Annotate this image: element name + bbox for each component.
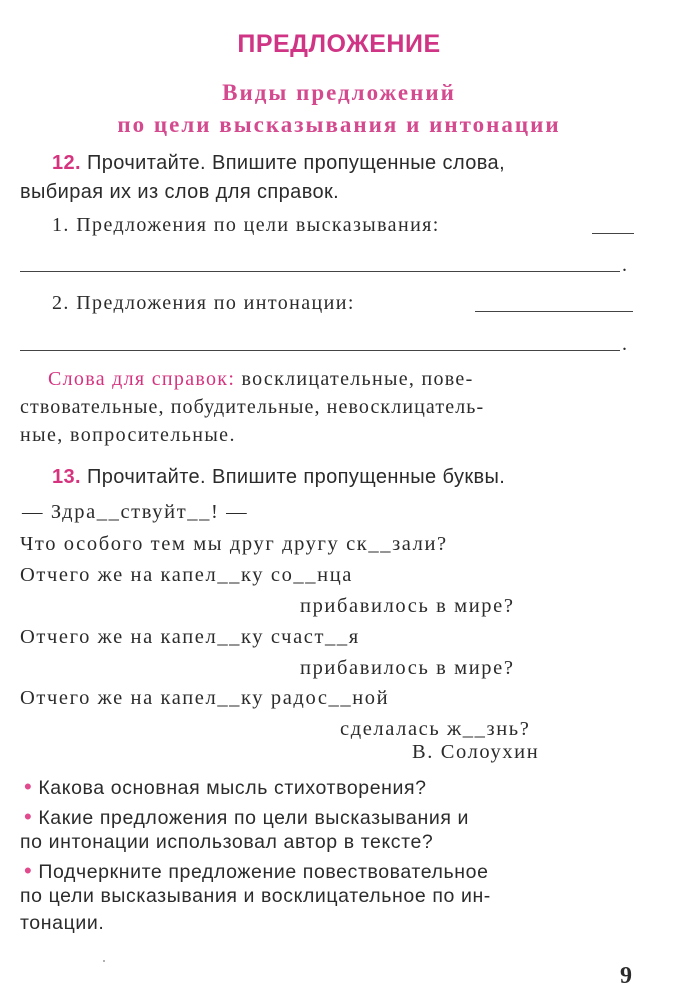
poem-line-3: Отчего же на капел__ку со__нца — [20, 564, 353, 586]
poem-line-6: прибавилось в мире? — [300, 657, 515, 679]
question-2-text-line1: Какие предложения по цели высказывания и — [38, 807, 470, 829]
task12-reference-line2: ствовательные, побудительные, невосклицатель- — [20, 396, 485, 418]
bullet-icon: • — [24, 774, 33, 799]
poem-author: В. Солоухин — [412, 741, 540, 763]
task13-instruction — [52, 466, 505, 489]
task13-number: 13. — [52, 466, 82, 488]
section-subtitle-line2: по цели высказывания и интонации — [117, 112, 561, 137]
page-title: ПРЕДЛОЖЕНИЕ — [237, 30, 441, 58]
poem-line-4: прибавилось в мире? — [300, 595, 515, 617]
task12-item1: 1. Предложения по цели высказывания: — [52, 214, 440, 236]
task12-item2-answer-line[interactable] — [20, 350, 620, 351]
task12-item2: 2. Предложения по интонации: — [52, 292, 355, 314]
task12-item1-answer-line[interactable] — [20, 271, 620, 272]
task12-reference-label: Слова для справок: — [48, 368, 236, 390]
question-3-line3: тонации. — [20, 912, 105, 934]
task12-reference-line3: ные, вопросительные. — [20, 424, 236, 446]
poem-line-5: Отчего же на капел__ку счаст__я — [20, 626, 360, 648]
question-2 — [24, 804, 469, 830]
question-3-text-line1: Подчеркните предложение повествовательное — [38, 861, 489, 883]
task13-instruction-text: Прочитайте. Впишите пропущенные буквы. — [86, 466, 506, 488]
poem-line-2: Что особого тем мы друг другу ск__зали? — [20, 533, 448, 555]
task12-item2-blank[interactable] — [475, 311, 633, 312]
question-1-text: Какова основная мысль стихотворения? — [38, 777, 427, 799]
section-subtitle-line1: Виды предложений — [222, 80, 456, 105]
task12-instruction-text: Прочитайте. Впишите пропущенные слова, — [86, 152, 506, 174]
task12-number: 12. — [52, 152, 82, 174]
poem-line-7: Отчего же на капел__ку радос__ной — [20, 687, 390, 709]
poem-line-1: — Здра__ствуйт__! — — [22, 501, 249, 523]
question-3-line2: по цели высказывания и восклицательное по ин- — [20, 885, 491, 907]
bullet-icon: • — [24, 858, 33, 883]
question-3 — [24, 858, 489, 884]
page-number: 9 — [620, 963, 632, 989]
print-speck — [103, 960, 105, 962]
poem-line-8: сделалась ж__знь? — [340, 718, 531, 740]
task12-item1-period: . — [622, 254, 629, 276]
task12-reference-line1 — [48, 368, 474, 391]
question-1 — [24, 774, 427, 800]
task12-instruction-line1 — [52, 152, 505, 175]
task12-item1-blank[interactable] — [592, 233, 634, 234]
task12-item2-period: . — [622, 333, 629, 355]
task12-instruction-line2: выбирая их из слов для справок. — [20, 181, 340, 203]
question-2-line2: по интонации использовал автор в тексте? — [20, 831, 434, 853]
bullet-icon: • — [24, 804, 33, 829]
task12-reference-words: восклицательные, пове- — [241, 368, 474, 390]
